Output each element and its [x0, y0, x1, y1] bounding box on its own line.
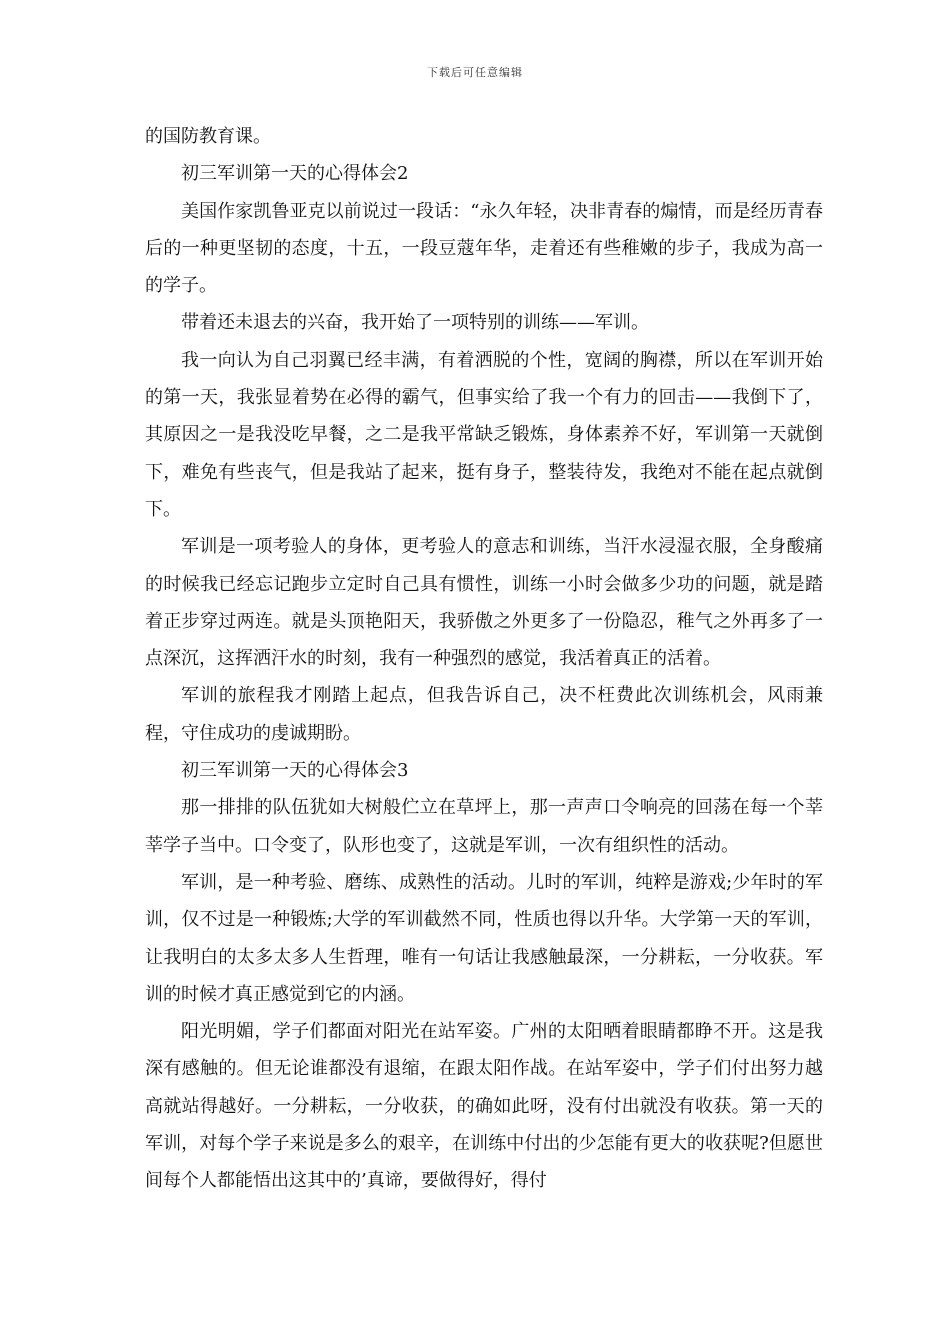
paragraph: 带着还未退去的兴奋，我开始了一项特别的训练——军训。: [181, 312, 649, 334]
page-header-note: 下载后可任意编辑: [427, 66, 523, 79]
paragraph-continuation: 的国防教育课。: [145, 126, 271, 147]
paragraph: 军训，是一种考验、磨练、成熟性的活动。儿时的军训，纯粹是游戏;少年时的军训，仅不过是一种锻炼;大学的军训截然不同，性质也得以升华。大学第一天的军训，让我明白的太多太多人生哲理，唯有一句话让我感触最深，一分耕耘，一分收获。军训的时候才真正感觉到它的内涵。: [145, 871, 823, 1005]
section-heading-2: 初三军训第一天的心得体会2: [181, 163, 409, 185]
document-body: [145, 118, 823, 1200]
paragraph: 我一向认为自己羽翼已经丰满，有着洒脱的个性，宽阔的胸襟，所以在军训开始的第一天，我张显着势在必得的霸气，但事实给了我一个有力的回击——我倒下了，其原因之一是我没吃早餐，之二是我平常缺乏锻炼，身体素养不好，军训第一天就倒下，难免有些丧气，但是我站了起来，挺有身子，整装待发，我绝对不能在起点就倒下。: [145, 349, 823, 520]
paragraph: 军训是一项考验人的身体，更考验人的意志和训练，当汗水浸湿衣服，全身酸痛的时候我已经忘记跑步立定时自己具有惯性，训练一小时会做多少功的问题，就是踏着正步穿过两连。就是头顶艳阳天，我骄傲之外更多了一份隐忍，稚气之外再多了一点深沉，这挥洒汗水的时刻，我有一种强烈的感觉，我活着真正的活着。: [145, 536, 823, 670]
paragraph: 那一排排的队伍犹如大树般伫立在草坪上，那一声声口令响亮的回荡在每一个莘莘学子当中。口令变了，队形也变了，这就是军训，一次有组织性的活动。: [145, 797, 823, 856]
section-heading-3: 初三军训第一天的心得体会3: [181, 760, 409, 782]
paragraph: 阳光明媚，学子们都面对阳光在站军姿。广州的太阳晒着眼睛都睁不开。这是我深有感触的。但无论谁都没有退缩，在跟太阳作战。在站军姿中，学子们付出努力越高就站得越好。一分耕耘，一分收获，的确如此呀，没有付出就没有收获。第一天的军训，对每个学子来说是多么的艰辛，在训练中付出的少怎能有更大的收获呢?但愿世间每个人都能悟出这其中的’真谛，要做得好，得付: [145, 1021, 823, 1192]
paragraph: 军训的旅程我才刚踏上起点，但我告诉自己，决不枉费此次训练机会，风雨兼程，守住成功的虔诚期盼。: [145, 685, 823, 744]
paragraph: 美国作家凯鲁亚克以前说过一段话：“永久年轻，决非青春的煽情，而是经历青春后的一种更坚韧的态度，十五，一段豆蔻年华，走着还有些稚嫩的步子，我成为高一的学子。: [145, 200, 823, 297]
